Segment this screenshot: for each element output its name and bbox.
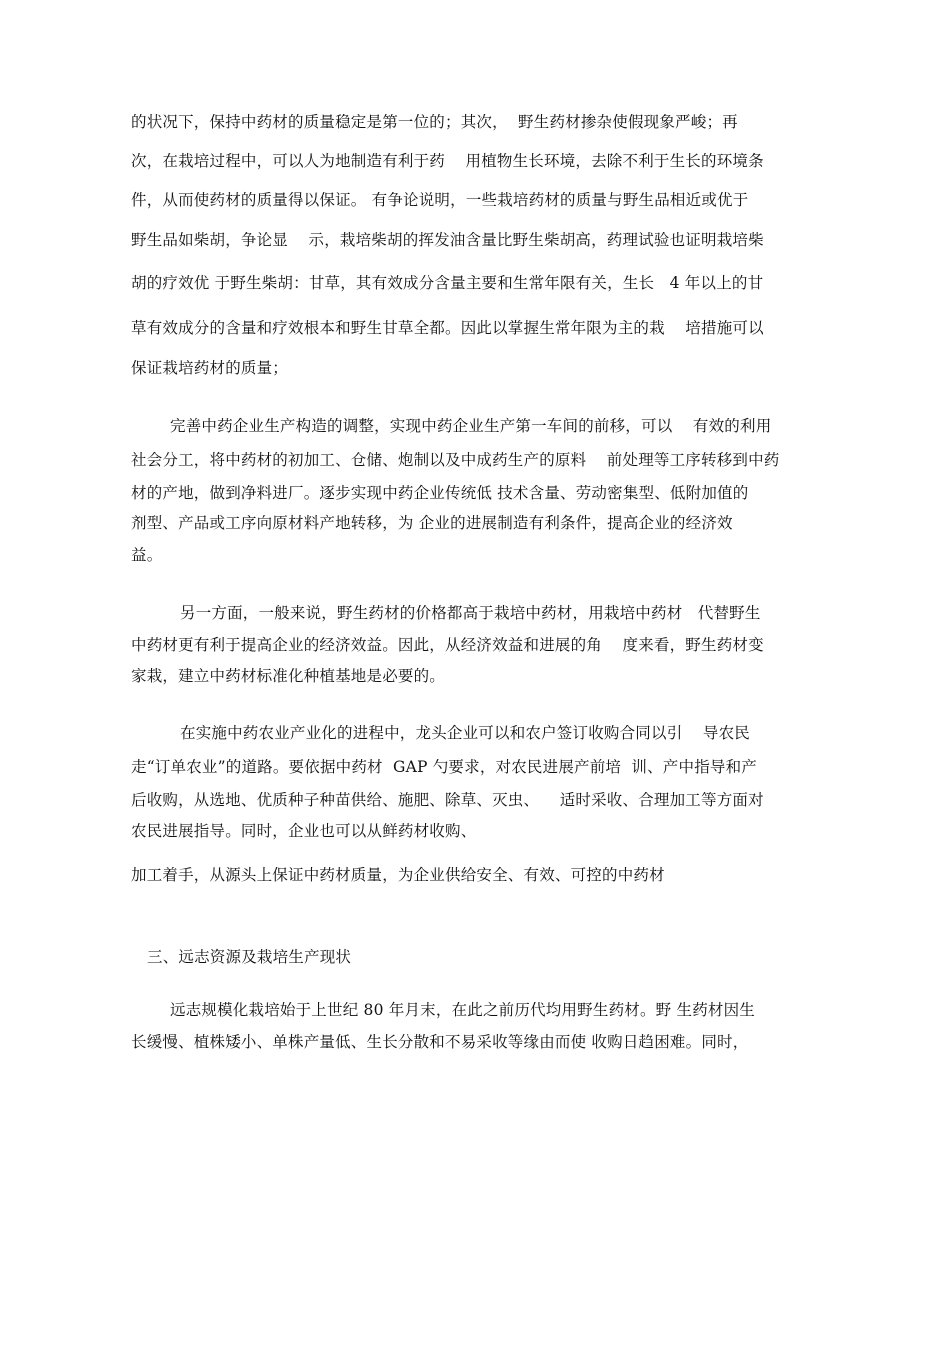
text-line: 另一方面，一般来说，野生药材的价格都高于栽培中药材，用栽培中药材 代替野生 xyxy=(180,604,761,622)
text-line: 社会分工，将中药材的初加工、仓储、炮制以及中成药生产的原料 前处理等工序转移到中药 xyxy=(131,451,780,469)
text-line: 家栽，建立中药材标准化种植基地是必要的。 xyxy=(131,667,446,685)
text-line: 件，从而使药材的质量得以保证。 有争论说明，一些栽培药材的质量与野生品相近或优于 xyxy=(131,191,749,209)
text-line: 次，在栽培过程中，可以人为地制造有利于药 用植物生长环境，去除不利于生长的环境条 xyxy=(131,152,764,170)
text-line: 远志规模化栽培始于上世纪 80 年月末，在此之前历代均用野生药材。野 生药材因生 xyxy=(170,1001,756,1019)
text-line: 农民进展指导。同时，企业也可以从鲜药材收购、 xyxy=(131,822,477,840)
text-line: 胡的疗效优 于野生柴胡：甘草，其有效成分含量主要和生常年限有关，生长 4 年以上的甘 xyxy=(131,274,764,292)
section-heading: 三、远志资源及栽培生产现状 xyxy=(147,948,352,966)
text-line: 长缓慢、植株矮小、单株产量低、生长分散和不易采收等缘由而使 收购日趋困难。同时， xyxy=(131,1033,749,1051)
text-line: 中药材更有利于提高企业的经济效益。因此，从经济效益和进展的角 度来看，野生药材变 xyxy=(131,636,764,654)
text-line: 草有效成分的含量和疗效根本和野生甘草全都。因此以掌握生常年限为主的栽 培措施可以 xyxy=(131,319,764,337)
text-line: 完善中药企业生产构造的调整，实现中药企业生产第一车间的前移，可以 有效的利用 xyxy=(170,417,772,435)
text-line: 在实施中药农业产业化的进程中，龙头企业可以和农户签订收购合同以引 导农民 xyxy=(180,724,751,742)
text-line: 后收购，从选地、优质种子种苗供给、施肥、除草、灭虫、 适时采收、合理加工等方面对 xyxy=(131,791,764,809)
text-line: 走“订单农业”的道路。要依据中药材 GAP 勺要求，对农民进展产前培 训、产中指导和产 xyxy=(131,758,757,776)
text-line: 野生品如柴胡，争论显 示，栽培柴胡的挥发油含量比野生柴胡高，药理试验也证明栽培柴 xyxy=(131,231,764,249)
text-line: 保证栽培药材的质量； xyxy=(131,359,289,377)
text-line: 材的产地，做到净料进厂。逐步实现中药企业传统低 技术含量、劳动密集型、低附加值的 xyxy=(131,484,749,502)
text-line: 的状况下，保持中药材的质量稳定是第一位的；其次， 野生药材掺杂使假现象严峻；再 xyxy=(131,113,738,131)
text-line: 益。 xyxy=(131,546,163,564)
text-line: 加工着手，从源头上保证中药材质量，为企业供给安全、有效、可控的中药材 xyxy=(131,866,665,884)
text-line: 剂型、产品或工序向原材料产地转移，为 企业的进展制造有利条件，提高企业的经济效 xyxy=(131,514,733,532)
